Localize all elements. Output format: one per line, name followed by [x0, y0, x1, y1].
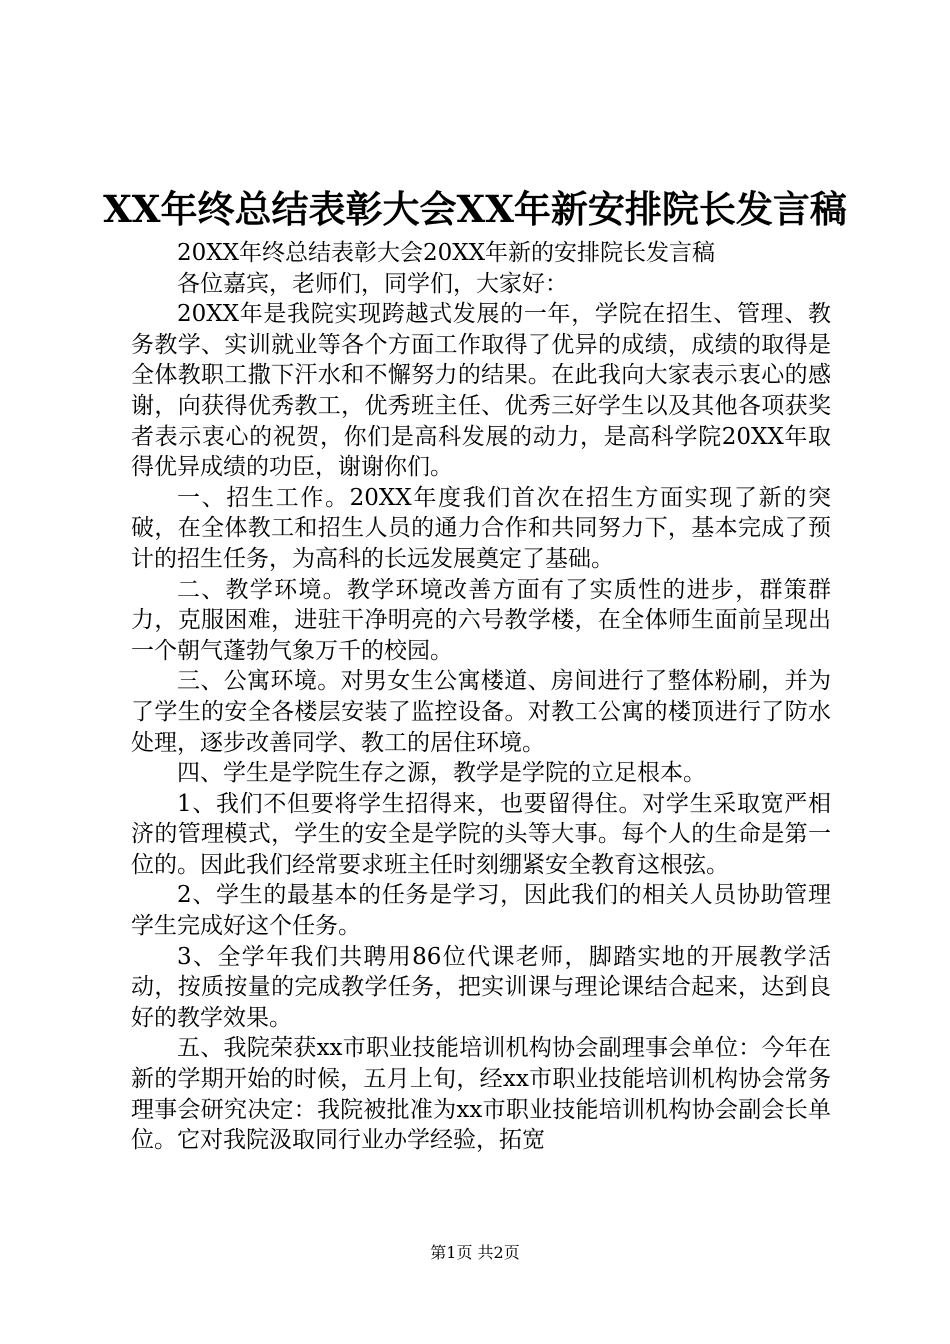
- paragraph-intro: 20XX年是我院实现跨越式发展的一年，学院在招生、管理、教务教学、实训就业等各个方面工作取得了优异的成绩，成绩的取得是全体教职工撒下汗水和不懈努力的结果。在此我向大家表示衷心的感谢，向获得优秀教工，优秀班主任、优秀三好学生以及其他各项获奖者表示衷心的祝贺，你们是高科发展的动力，是高科学院20XX年取得优异成绩的功臣，谢谢你们。: [131, 301, 831, 481]
- paragraph-item-3: 3、全学年我们共聘用86位代课老师，脚踏实地的开展教学活动，按质按量的完成教学任务，把实训课与理论课结合起来，达到良好的教学效果。: [131, 943, 831, 1031]
- paragraph-item-1: 1、我们不但要将学生招得来，也要留得住。对学生采取宽严相济的管理模式，学生的安全是学院的头等大事。每个人的生命是第一位的。因此我们经常要求班主任时刻绷紧安全教育这根弦。: [131, 790, 831, 878]
- page-footer: 第1页 共2页: [430, 1243, 520, 1262]
- paragraph-honor: 五、我院荣获xx市职业技能培训机构协会副理事会单位：今年在新的学期开始的时候，五月上旬，经xx市职业技能培训机构协会常务理事会研究决定：我院被批准为xx市职业技能培训机构协会副会长单位。它对我院汲取同行业办学经验，拓宽: [131, 1035, 831, 1154]
- paragraph-enrollment: 一、招生工作。20XX年度我们首次在招生方面实现了新的突破，在全体教工和招生人员的通力合作和共同努力下，基本完成了预计的招生任务，为高科的长远发展奠定了基础。: [131, 484, 831, 572]
- document-title: XX年终总结表彰大会XX年新安排院长发言稿: [103, 187, 847, 231]
- paragraph-subtitle: 20XX年终总结表彰大会20XX年新的安排院长发言稿: [177, 240, 716, 266]
- paragraph-dormitory: 三、公寓环境。对男女生公寓楼道、房间进行了整体粉刷，并为了学生的安全各楼层安装了监控设备。对教工公寓的楼顶进行了防水处理，逐步改善同学、教工的居住环境。: [131, 668, 831, 756]
- paragraph-greeting: 各位嘉宾，老师们，同学们，大家好：: [177, 270, 568, 297]
- paragraph-item-2: 2、学生的最基本的任务是学习，因此我们的相关人员协助管理学生完成好这个任务。: [131, 882, 831, 940]
- document-body: [131, 238, 831, 1156]
- paragraph-students-heading: 四、学生是学院生存之源，教学是学院的立足根本。: [177, 760, 706, 787]
- paragraph-teaching-environment: 二、教学环境。教学环境改善方面有了实质性的进步，群策群力，克服困难，进驻干净明亮的六号教学楼，在全体师生面前呈现出一个朝气蓬勃气象万千的校园。: [131, 576, 831, 664]
